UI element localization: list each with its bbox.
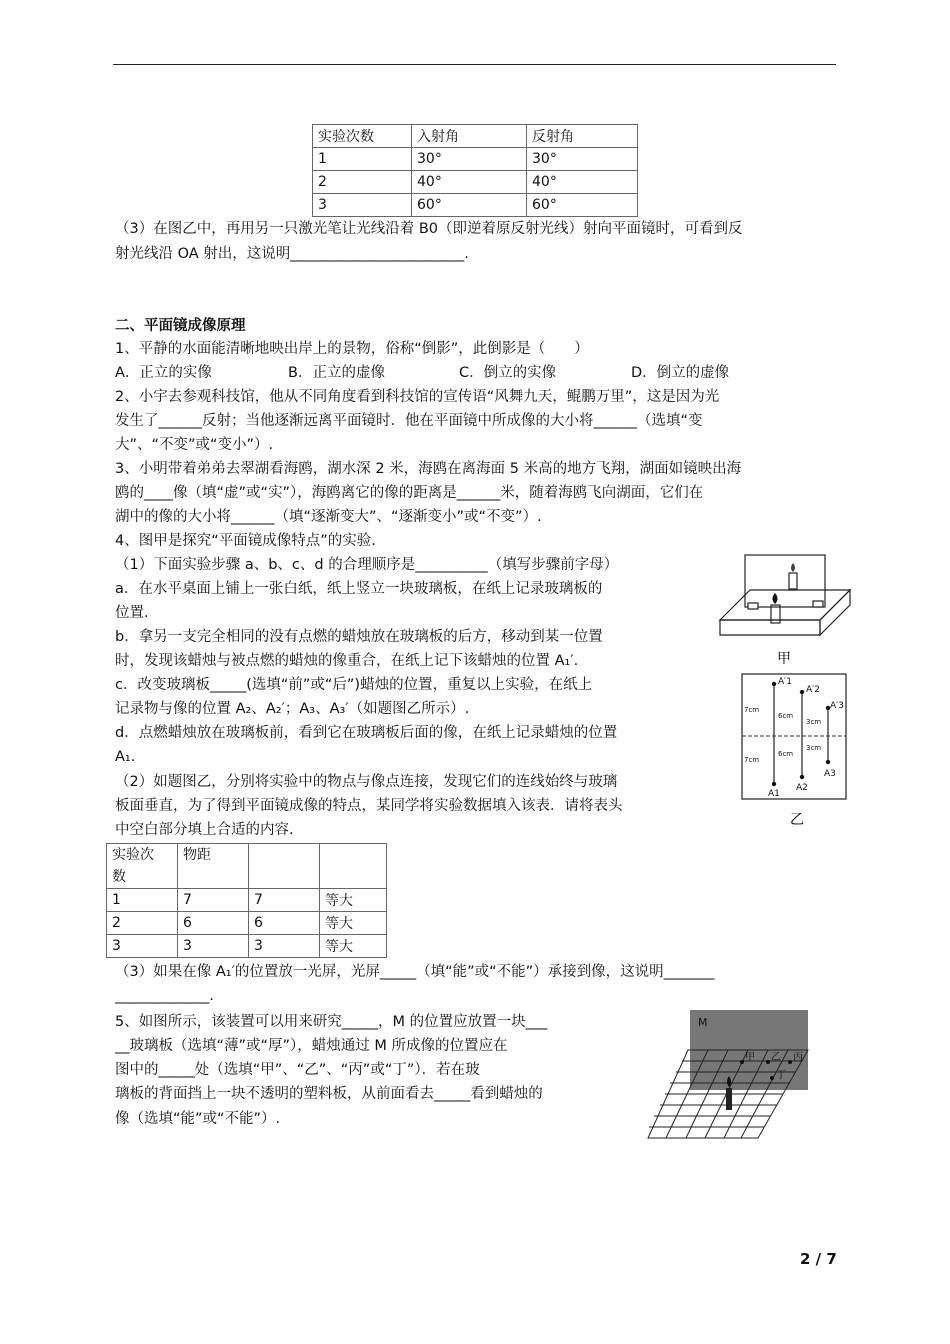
table-cell: 等大 <box>320 912 387 935</box>
table-row <box>313 171 638 194</box>
label-a1: A1 <box>768 789 780 799</box>
table-row <box>107 935 387 958</box>
candle-flame-icon <box>773 593 778 604</box>
p4-line-9: A₁. <box>115 749 136 765</box>
candle <box>726 1088 732 1110</box>
p3-line-1: 3、小明带着弟弟去翠湖看海鸥，湖水深 2 米，海鸥在离海面 5 米高的地方飞翔，湖面如镜映出海 <box>115 461 742 477</box>
label-ding: 丁 <box>776 1070 786 1081</box>
label-yi: 乙 <box>771 1052 781 1063</box>
dim-6cm-top: 6cm <box>778 712 794 720</box>
table-cell: 6 <box>178 912 249 935</box>
p5-line-3: 图中的_____处（选填“甲”、“乙”、“丙”或“丁”）．若在玻 <box>115 1062 480 1078</box>
table-cell: 60° <box>412 194 527 217</box>
table-cell: 7 <box>178 889 249 912</box>
p4-line-4: b．拿另一支完全相同的没有点燃的蜡烛放在玻璃板的后方，移动到某一位置 <box>115 629 603 645</box>
table-top-surface <box>720 590 850 620</box>
table-cell: 6 <box>249 912 320 935</box>
position-bing <box>788 1060 792 1064</box>
point-a1-image <box>772 682 776 686</box>
p2-line-2: 发生了______反射；当他逐渐远离平面镜时．他在平面镜中所成像的大小将______（选填“变 <box>115 413 703 429</box>
table-header-blank <box>249 844 320 889</box>
p3-line-2: 鸥的____像（填“虚”或“实”），海鸥离它的像的距离是______米，随着海鸥飞向湖面，它们在 <box>115 485 704 501</box>
figure-jia <box>715 545 855 670</box>
figure-yi <box>740 672 850 832</box>
dim-3cm-bottom: 3cm <box>806 744 822 752</box>
p4-line-8: d．点燃蜡烛放在玻璃板前，看到它在玻璃板后面的像，在纸上记录蜡烛的位置 <box>115 725 618 741</box>
section-title: 二、平面镜成像原理 <box>115 318 246 334</box>
table-cell: 60° <box>527 194 638 217</box>
p3-line-3: 湖中的像的大小将______（填“逐渐变大”、“逐渐变小”或“不变”）. <box>115 509 542 525</box>
p4-line-10: （2）如题图乙，分别将实验中的物点与像点连接，发现它们的连线始终与玻璃 <box>115 774 618 790</box>
p4-line-13: （3）如果在像 A₁′的位置放一光屏，光屏_____（填“能”或“不能”）承接到像，这说明_______ <box>115 964 715 980</box>
header-text-part: 数 <box>112 869 126 885</box>
reflection-angle-table <box>312 124 638 217</box>
table-front-face <box>720 620 820 635</box>
mirror-data-table <box>106 843 387 958</box>
dim-3cm-top: 3cm <box>806 718 822 726</box>
figure-yi-label: 乙 <box>790 812 804 828</box>
table-header-cell: 入射角 <box>412 125 527 148</box>
p4-line-3: 位置. <box>115 605 149 621</box>
unlit-candle-image <box>789 573 797 589</box>
table-row <box>313 148 638 171</box>
p5-line-4: 璃板的背面挡上一块不透明的塑料板，从前面看去_____看到蜡烛的 <box>115 1086 543 1102</box>
point-a1 <box>772 782 776 786</box>
p1-option-c: C．倒立的实像 <box>459 365 557 381</box>
table-cell: 1 <box>313 148 412 171</box>
mirror-label: M <box>698 1016 708 1029</box>
table-cell: 1 <box>107 889 178 912</box>
table-cell: 30° <box>412 148 527 171</box>
label-a3: A3 <box>824 769 836 779</box>
label-a2: A2 <box>796 783 808 793</box>
p5-line-5: 像（选填“能”或“不能”）. <box>115 1111 281 1127</box>
q3-line-1: （3）在图乙中，再用另一只激光笔让光线沿着 B0（即逆着原反射光线）射向平面镜时，可看到反 <box>115 221 743 237</box>
table-cell: 3 <box>178 935 249 958</box>
position-jia <box>740 1060 744 1064</box>
p4-line-1: （1）下面实验步骤 a、b、c、d 的合理顺序是__________（填写步骤前字母） <box>115 557 619 573</box>
label-bing: 丙 <box>793 1052 803 1063</box>
p1-option-b: B．正立的虚像 <box>288 365 385 381</box>
p2-line-1: 2、小宇去参观科技馆，他从不同角度看到科技馆的宣传语“风舞九天，鲲鹏万里”，这是因为光 <box>115 389 720 405</box>
figure-jia-label: 甲 <box>777 651 791 667</box>
label-a3-image: A′3 <box>830 701 844 711</box>
page-number: 2 / 7 <box>800 1250 837 1268</box>
p4-line-5: 时，发现该蜡烛与被点燃的蜡烛的像重合，在纸上记下该蜡烛的位置 A₁′. <box>115 653 579 669</box>
table-row <box>313 125 638 148</box>
p4-line-6: c．改变玻璃板_____(选填“前”或“后”)蜡烛的位置，重复以上实验，在纸上 <box>115 677 593 693</box>
header-rule <box>113 64 836 65</box>
point-a2 <box>800 775 804 779</box>
table-cell: 7 <box>249 889 320 912</box>
p1-line-1: 1、平静的水面能清晰地映出岸上的景物，俗称“倒影”，此倒影是（ ） <box>115 341 589 357</box>
p5-line-2: __玻璃板（选填“薄”或“厚”），蜡烛通过 M 所成像的位置应在 <box>115 1038 508 1054</box>
image-flame <box>791 563 795 572</box>
p4-line-11: 板面垂直，为了得到平面镜成像的特点，某同学将实验数据填入该表．请将表头 <box>115 798 623 814</box>
p4-line-14: _____________. <box>115 988 214 1004</box>
table-cell: 等大 <box>320 889 387 912</box>
table-cell: 3 <box>313 194 412 217</box>
q3-line-2: 射光线沿 OA 射出，这说明________________________. <box>115 246 469 262</box>
p4-line-12: 中空白部分填上合适的内容. <box>115 822 294 838</box>
table-cell: 40° <box>412 171 527 194</box>
figure-mirror-grid <box>640 1008 840 1148</box>
table-cell: 40° <box>527 171 638 194</box>
table-cell: 3 <box>249 935 320 958</box>
position-yi <box>766 1060 770 1064</box>
dim-7cm-bottom: 7cm <box>744 756 760 764</box>
table-row <box>107 912 387 935</box>
dim-6cm-bottom: 6cm <box>778 750 794 758</box>
plate-holder-right <box>813 601 823 607</box>
p4-line-7: 记录物与像的位置 A₂、A₂′；A₃、A₃′（如题图乙所示）. <box>115 701 470 717</box>
p2-line-3: 大”、“不变”或“变小”）. <box>115 437 274 453</box>
p1-option-d: D．倒立的虚像 <box>631 365 730 381</box>
table-cell: 30° <box>527 148 638 171</box>
position-ding <box>770 1076 774 1080</box>
table-header-cell <box>107 844 178 889</box>
glass-plate <box>745 555 825 607</box>
table-row <box>313 194 638 217</box>
header-text-part: 实验次 <box>112 847 154 863</box>
table-row <box>107 844 387 889</box>
dim-7cm-top: 7cm <box>744 706 760 714</box>
p4-title: 4、图甲是探究“平面镜成像特点”的实验. <box>115 533 376 549</box>
table-cell: 2 <box>107 912 178 935</box>
plate-holder-left <box>748 603 758 609</box>
table-header-blank <box>320 844 387 889</box>
table-header-cell: 实验次数 <box>313 125 412 148</box>
label-jia: 甲 <box>745 1052 755 1063</box>
p4-line-2: a．在水平桌面上铺上一张白纸，纸上竖立一块玻璃板，在纸上记录玻璃板的 <box>115 581 603 597</box>
point-a2-image <box>800 690 804 694</box>
table-header-cell: 物距 <box>178 844 249 889</box>
table-row <box>107 889 387 912</box>
point-a3 <box>826 760 830 764</box>
p5-line-1: 5、如图所示，该装置可以用来研究_____，M 的位置应放置一块___ <box>115 1014 548 1030</box>
label-a2-image: A′2 <box>806 685 820 695</box>
table-header-cell: 反射角 <box>527 125 638 148</box>
table-cell: 3 <box>107 935 178 958</box>
p1-option-a: A．正立的实像 <box>115 365 212 381</box>
table-cell: 2 <box>313 171 412 194</box>
table-cell: 等大 <box>320 935 387 958</box>
label-a1-image: A′1 <box>778 677 792 687</box>
